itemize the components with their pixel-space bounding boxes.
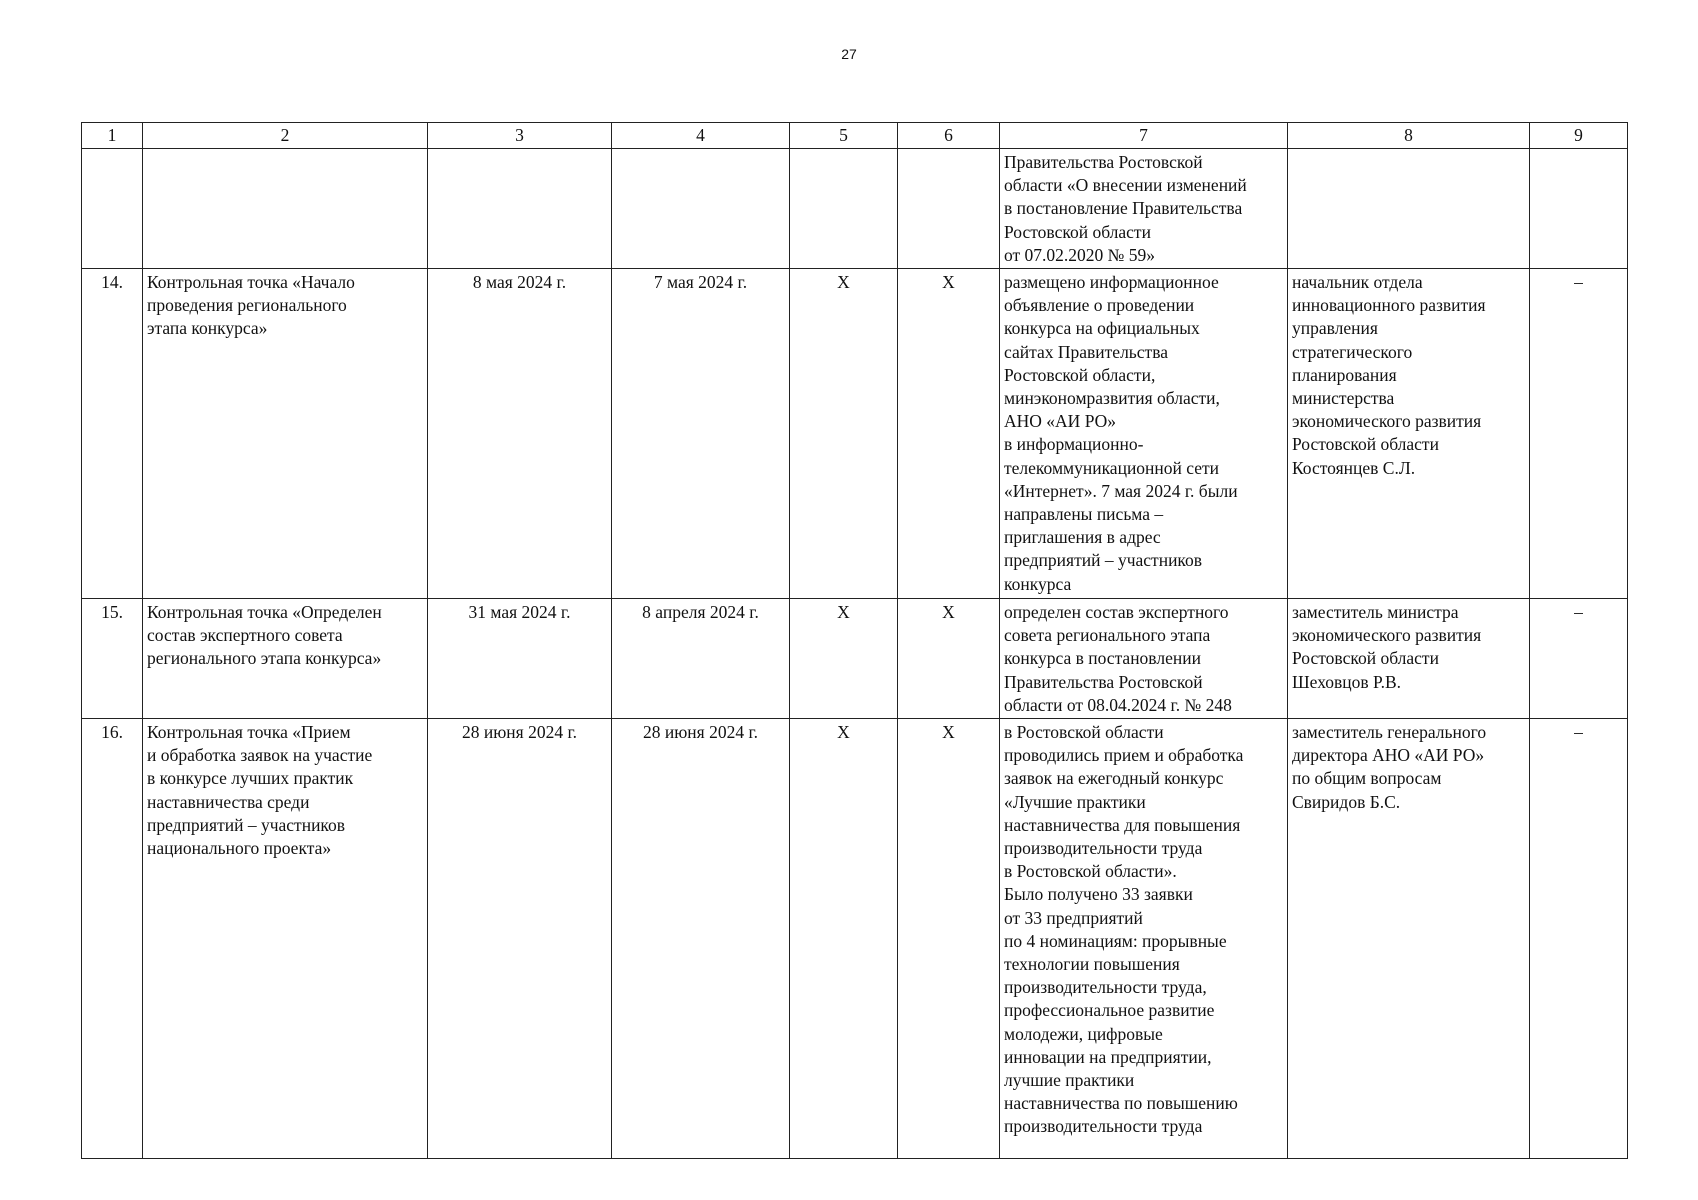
- cell-name: Контрольная точка «Начало проведения регионального этапа конкурса»: [143, 269, 428, 599]
- column-header: 4: [612, 123, 790, 149]
- cell-number: 14.: [82, 269, 143, 599]
- cell-responsible: заместитель министра экономического развития Ростовской области Шеховцов Р.В.: [1288, 599, 1530, 719]
- cell-responsible: начальник отдела инновационного развития управления стратегического планирования министерства экономического развития Ростовской области Костоянцев С.Л.: [1288, 269, 1530, 599]
- cell-result: размещено информационное объявление о проведении конкурса на официальных сайтах Правительства Ростовской области, минэкономразвития области, АНО «АИ РО» в информационно- телекоммуникационной сети «Интернет». 7 мая 2024 г. были направлены письма – приглашения в адрес предприятий – участников конкурса: [1000, 269, 1288, 599]
- report-table: [81, 122, 1628, 1159]
- cell-result: в Ростовской области проводились прием и обработка заявок на ежегодный конкурс «Лучшие практики наставничества для повышения производительности труда в Ростовской области». Было получено 33 заявки от 33 предприятий по 4 номинациям: прорывные технологии повышения производительности труда, профессиональное развитие молодежи, цифровые инновации на предприятии, лучшие практики наставничества по повышению производительности труда: [1000, 719, 1288, 1159]
- column-header: 9: [1530, 123, 1628, 149]
- cell-name: [143, 149, 428, 269]
- cell-result: Правительства Ростовской области «О внесении изменений в постановление Правительства Ростовской области от 07.02.2020 № 59»: [1000, 149, 1288, 269]
- cell-col6: X: [898, 719, 1000, 1159]
- cell-number: 16.: [82, 719, 143, 1159]
- table-header-row: [82, 123, 1628, 149]
- cell-plan-date: [428, 149, 612, 269]
- column-header: 5: [790, 123, 898, 149]
- column-header: 2: [143, 123, 428, 149]
- cell-col6: X: [898, 269, 1000, 599]
- cell-fact-date: [612, 149, 790, 269]
- cell-col5: [790, 149, 898, 269]
- cell-note: –: [1530, 719, 1628, 1159]
- cell-plan-date: 28 июня 2024 г.: [428, 719, 612, 1159]
- cell-number: 15.: [82, 599, 143, 719]
- cell-col6: X: [898, 599, 1000, 719]
- cell-responsible: заместитель генерального директора АНО «АИ РО» по общим вопросам Свиридов Б.С.: [1288, 719, 1530, 1159]
- cell-note: [1530, 149, 1628, 269]
- cell-fact-date: 7 мая 2024 г.: [612, 269, 790, 599]
- table-row: [82, 599, 1628, 719]
- column-header: 6: [898, 123, 1000, 149]
- table-row: [82, 149, 1628, 269]
- cell-fact-date: 28 июня 2024 г.: [612, 719, 790, 1159]
- cell-note: –: [1530, 269, 1628, 599]
- cell-name: Контрольная точка «Прием и обработка заявок на участие в конкурсе лучших практик наставничества среди предприятий – участников национального проекта»: [143, 719, 428, 1159]
- cell-plan-date: 31 мая 2024 г.: [428, 599, 612, 719]
- table-row: [82, 269, 1628, 599]
- column-header: 1: [82, 123, 143, 149]
- cell-plan-date: 8 мая 2024 г.: [428, 269, 612, 599]
- cell-col5: X: [790, 719, 898, 1159]
- cell-responsible: [1288, 149, 1530, 269]
- table-row: [82, 719, 1628, 1159]
- column-header: 8: [1288, 123, 1530, 149]
- column-header: 3: [428, 123, 612, 149]
- cell-col6: [898, 149, 1000, 269]
- cell-name: Контрольная точка «Определен состав экспертного совета регионального этапа конкурса»: [143, 599, 428, 719]
- column-header: 7: [1000, 123, 1288, 149]
- cell-result: определен состав экспертного совета регионального этапа конкурса в постановлении Правительства Ростовской области от 08.04.2024 г. № 248: [1000, 599, 1288, 719]
- cell-fact-date: 8 апреля 2024 г.: [612, 599, 790, 719]
- page-number: 27: [841, 46, 857, 62]
- cell-col5: X: [790, 269, 898, 599]
- cell-note: –: [1530, 599, 1628, 719]
- cell-col5: X: [790, 599, 898, 719]
- cell-number: [82, 149, 143, 269]
